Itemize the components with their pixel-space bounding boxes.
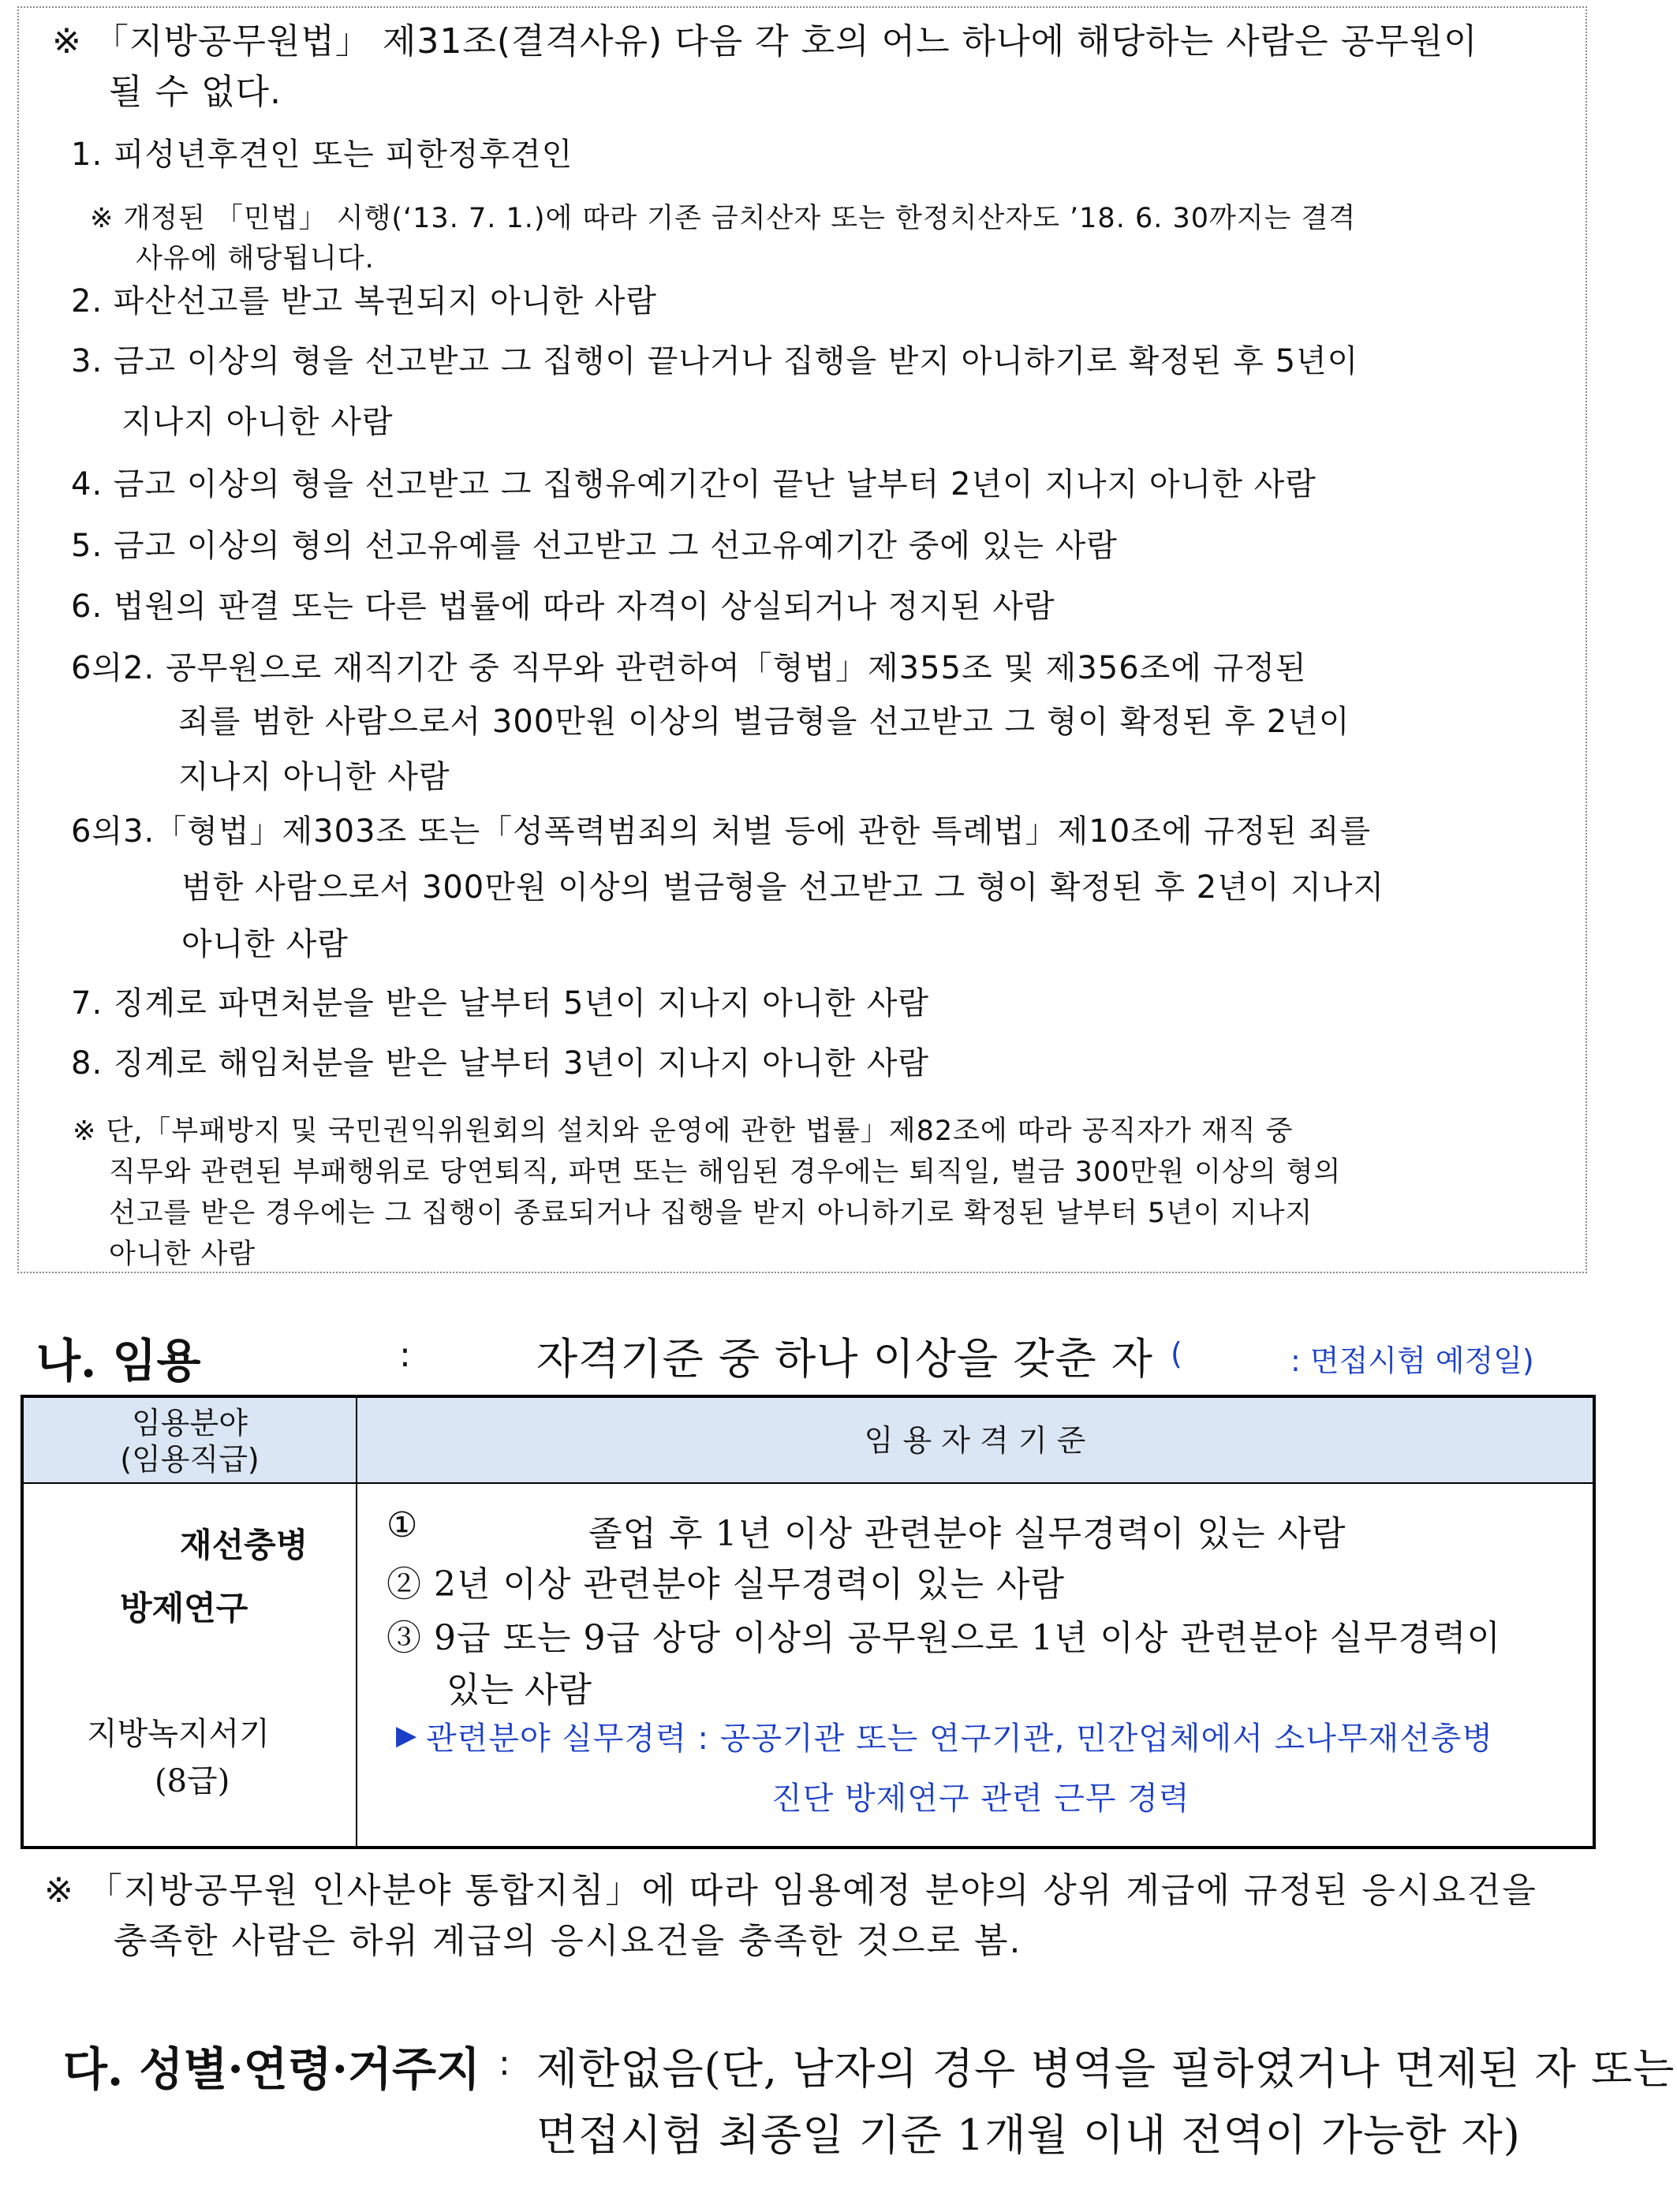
eligibility-line-1: 제한없음(단, 남자의 경우 병역을 필하였거나 면제된 자 또는: [536, 2044, 1675, 2094]
item-6-2-line-1: 6의2. 공무원으로 재직기간 중 직무와 관련하여「형법」제355조 및 제356조에 규정된: [71, 650, 1307, 686]
item-3-line-2: 지나지 아니한 사람: [121, 404, 394, 440]
appointment-note: : 면접시험 예정일): [1290, 1343, 1534, 1378]
item-6-3-line-2: 범한 사람으로서 300만원 이상의 벌금형을 선고받고 그 형이 확정된 후 2년이 지나지: [181, 869, 1385, 906]
criterion-1-text: 졸업 후 1년 이상 관련분야 실무경력이 있는 사람: [588, 1514, 1346, 1554]
intro-line-2: 될 수 없다.: [109, 72, 282, 112]
appointment-colon: :: [399, 1335, 411, 1375]
table-header-col1-line-2: (임용직급): [120, 1442, 260, 1477]
note-line-2: 직무와 관련된 부패행위로 당연퇴직, 파면 또는 해임된 경우에는 퇴직일, 벌금 300만원 이상의 형의: [109, 1156, 1342, 1188]
appointment-note-line-2: 충족한 사람은 하위 계급의 응시요건을 충족한 것으로 봄.: [114, 1921, 1022, 1961]
experience-line-1: 관련분야 실무경력 : 공공기관 또는 연구기관, 민간업체에서 소나무재선충병: [426, 1721, 1494, 1757]
item-6-2-line-2: 죄를 범한 사람으로서 300만원 이상의 벌금형을 선고받고 그 형이 확정된 후 2년이: [178, 704, 1350, 740]
item-6-3-line-1: 6의3.「형법」제303조 또는「성폭력범죄의 처벌 등에 관한 특례법」제10조에 규정된 죄를: [71, 813, 1372, 850]
field-line-1: 재선충병: [180, 1526, 308, 1564]
appointment-paren-open: (: [1171, 1336, 1182, 1371]
note-line-4: 아니한 사람: [109, 1239, 256, 1270]
eligibility-line-2: 면접시험 최종일 기준 1개월 이내 전역이 가능한 자): [536, 2110, 1521, 2160]
grade-line-1: 지방녹지서기: [87, 1716, 270, 1752]
item-1-note-line-2: 사유에 해당됩니다.: [136, 243, 375, 275]
intro-line-1: ※ 「지방공무원법」 제31조(결격사유) 다음 각 호의 어느 하나에 해당하는 사람은 공무원이: [52, 21, 1478, 62]
table-header-col2: 임 용 자 격 기 준: [864, 1423, 1086, 1458]
appointment-heading: 나. 임용: [36, 1334, 201, 1388]
triangle-right-icon: ▶: [396, 1720, 417, 1751]
item-6-3-line-3: 아니한 사람: [181, 926, 349, 962]
appointment-description: 자격기준 중 하나 이상을 갖춘 자: [536, 1334, 1153, 1384]
table-header-col1-line-1: 임용분야: [132, 1406, 248, 1440]
criterion-1-mark: ①: [387, 1505, 418, 1545]
field-line-2: 방제연구: [120, 1589, 248, 1627]
item-8: 8. 징계로 해임처분을 받은 날부터 3년이 지나지 아니한 사람: [71, 1045, 930, 1082]
criterion-3-line-1: ③ 9급 또는 9급 상당 이상의 공무원으로 1년 이상 관련분야 실무경력이: [387, 1618, 1501, 1658]
item-6: 6. 법원의 판결 또는 다른 법률에 따라 자격이 상실되거나 정지된 사람: [71, 588, 1055, 625]
table-header-divider: [24, 1482, 1593, 1484]
appointment-note-line-1: ※ 「지방공무원 인사분야 통합지침」에 따라 임용예정 분야의 상위 계급에 규정된 응시요건을: [44, 1870, 1537, 1911]
item-7: 7. 징계로 파면처분을 받은 날부터 5년이 지나지 아니한 사람: [71, 985, 930, 1022]
item-2: 2. 파산선고를 받고 복권되지 아니한 사람: [71, 283, 657, 319]
note-line-3: 선고를 받은 경우에는 그 집행이 종료되거나 집행을 받지 아니하기로 확정된 날부터 5년이 지나지: [109, 1198, 1313, 1229]
item-5: 5. 금고 이상의 형의 선고유예를 선고받고 그 선고유예기간 중에 있는 사람: [71, 528, 1118, 564]
note-line-1: ※ 단,「부패방지 및 국민권익위원회의 설치와 운영에 관한 법률」제82조에 따라 공직자가 재직 중: [73, 1115, 1294, 1147]
criterion-3-line-2: 있는 사람: [446, 1670, 592, 1710]
item-1: 1. 피성년후견인 또는 피한정후견인: [71, 136, 573, 173]
criterion-2: ② 2년 이상 관련분야 실무경력이 있는 사람: [387, 1564, 1065, 1605]
item-3-line-1: 3. 금고 이상의 형을 선고받고 그 집행이 끝나거나 집행을 받지 아니하기로 확정된 후 5년이: [71, 343, 1359, 379]
experience-line-2: 진단 방제연구 관련 근무 경력: [771, 1780, 1190, 1817]
item-4: 4. 금고 이상의 형을 선고받고 그 집행유예기간이 끝난 날부터 2년이 지나지 아니한 사람: [71, 466, 1317, 503]
grade-line-2: (8급): [155, 1763, 230, 1799]
eligibility-heading: 다. 성별·연령·거주지: [63, 2042, 480, 2096]
table-column-divider: [356, 1398, 357, 1846]
item-1-note-line-1: ※ 개정된 「민법」 시행(‘13. 7. 1.)에 따라 기존 금치산자 또는 한정치산자도 ’18. 6. 30까지는 결격: [90, 203, 1357, 234]
item-6-2-line-3: 지나지 아니한 사람: [178, 759, 450, 795]
eligibility-colon: :: [499, 2043, 510, 2083]
